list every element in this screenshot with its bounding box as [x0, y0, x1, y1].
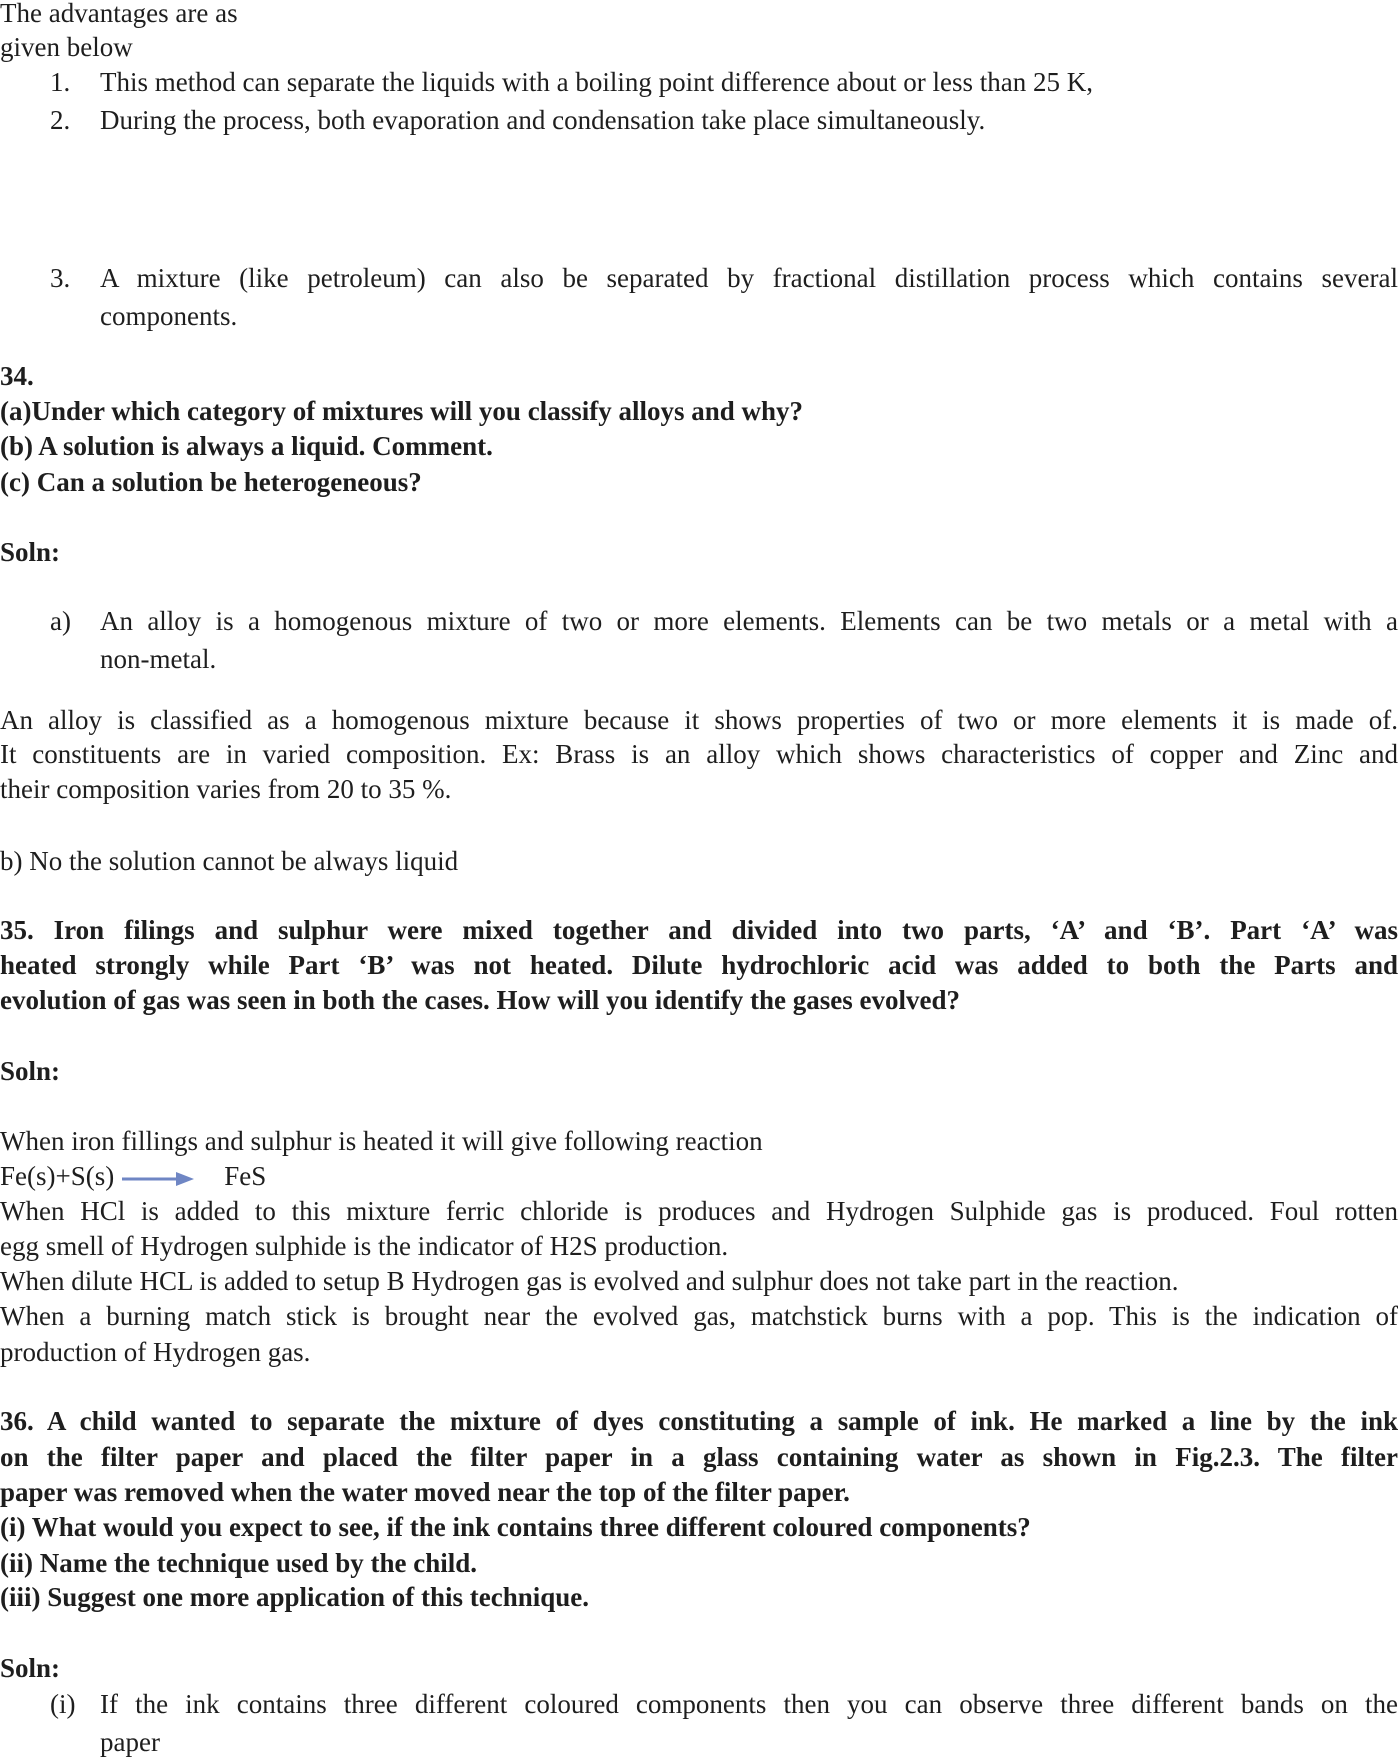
answer-line: paper — [100, 1727, 160, 1757]
question-part: (iii) Suggest one more application of this technique. — [0, 1582, 590, 1612]
question-line: evolution of gas was seen in both the cases. How will you identify the gases evolved? — [0, 985, 961, 1015]
product: FeS — [224, 1161, 267, 1191]
soln-heading: Soln: — [0, 1056, 61, 1086]
reaction-equation — [0, 1158, 266, 1194]
list-item: During the process, both evaporation and condensation take place simultaneously. — [100, 105, 986, 135]
reactants: Fe(s)+S(s) — [0, 1161, 115, 1191]
paragraph-line: egg smell of Hydrogen sulphide is the indicator of H2S production. — [0, 1231, 729, 1261]
question-part: (c) Can a solution be heterogeneous? — [0, 467, 422, 497]
list-number: 2. — [50, 105, 71, 135]
question-line: 36. A child wanted to separate the mixture of dyes constituting a sample of ink. He marked a line by the ink — [0, 1406, 1398, 1436]
answer-line: non-metal. — [100, 644, 217, 674]
paragraph-line: It constituents are in varied composition. Ex: Brass is an alloy which shows characteristics of copper and Zinc and — [0, 739, 1398, 769]
question-line: paper was removed when the water moved near the top of the filter paper. — [0, 1477, 850, 1507]
list-item: components. — [100, 301, 238, 331]
question-part: (ii) Name the technique used by the child. — [0, 1548, 478, 1578]
paragraph-line: When HCl is added to this mixture ferric chloride is produces and Hydrogen Sulphide gas is produced. Foul rotten — [0, 1196, 1398, 1226]
answer-line: An alloy is a homogenous mixture of two or more elements. Elements can be two metals or a metal with a — [100, 606, 1398, 636]
question-line: on the filter paper and placed the filter paper in a glass containing water as shown in Fig.2.3. The filter — [0, 1442, 1398, 1472]
list-number: (i) — [50, 1689, 76, 1719]
question-part: (b) A solution is always a liquid. Comment. — [0, 431, 493, 461]
soln-heading: Soln: — [0, 1653, 61, 1683]
list-number: 3. — [50, 263, 71, 293]
paragraph-line: When a burning match stick is brought near the evolved gas, matchstick burns with a pop. This is the indication of — [0, 1301, 1398, 1331]
question-line: 35. Iron filings and sulphur were mixed together and divided into two parts, ‘A’ and ‘B’. Part ‘A’ was — [0, 915, 1398, 945]
paragraph-line: An alloy is classified as a homogenous mixture because it shows properties of two or more elements it is made of. — [0, 705, 1398, 735]
arrow-right-icon — [122, 1172, 194, 1186]
list-item: A mixture (like petroleum) can also be separated by fractional distillation process which contains several — [100, 263, 1398, 293]
intro-line: given below — [0, 32, 133, 62]
answer-line: If the ink contains three different coloured components then you can observe three different bands on the — [100, 1689, 1398, 1719]
question-part: (a)Under which category of mixtures will you classify alloys and why? — [0, 396, 803, 426]
paragraph-line: production of Hydrogen gas. — [0, 1337, 311, 1367]
paragraph-line: their composition varies from 20 to 35 %. — [0, 774, 452, 804]
paragraph-line: When dilute HCL is added to setup B Hydrogen gas is evolved and sulphur does not take part in the reaction. — [0, 1266, 1179, 1296]
question-part: (i) What would you expect to see, if the ink contains three different coloured components? — [0, 1512, 1031, 1542]
soln-heading: Soln: — [0, 537, 61, 567]
list-number: 1. — [50, 67, 71, 97]
question-number: 34. — [0, 361, 34, 391]
paragraph-line: When iron fillings and sulphur is heated it will give following reaction — [0, 1126, 763, 1156]
question-line: heated strongly while Part ‘B’ was not heated. Dilute hydrochloric acid was added to both the Parts and — [0, 950, 1398, 980]
intro-line: The advantages are as — [0, 0, 238, 28]
list-number: a) — [50, 606, 71, 636]
list-item: This method can separate the liquids with a boiling point difference about or less than 25 K, — [100, 67, 1094, 97]
answer-line: b) No the solution cannot be always liquid — [0, 846, 459, 876]
